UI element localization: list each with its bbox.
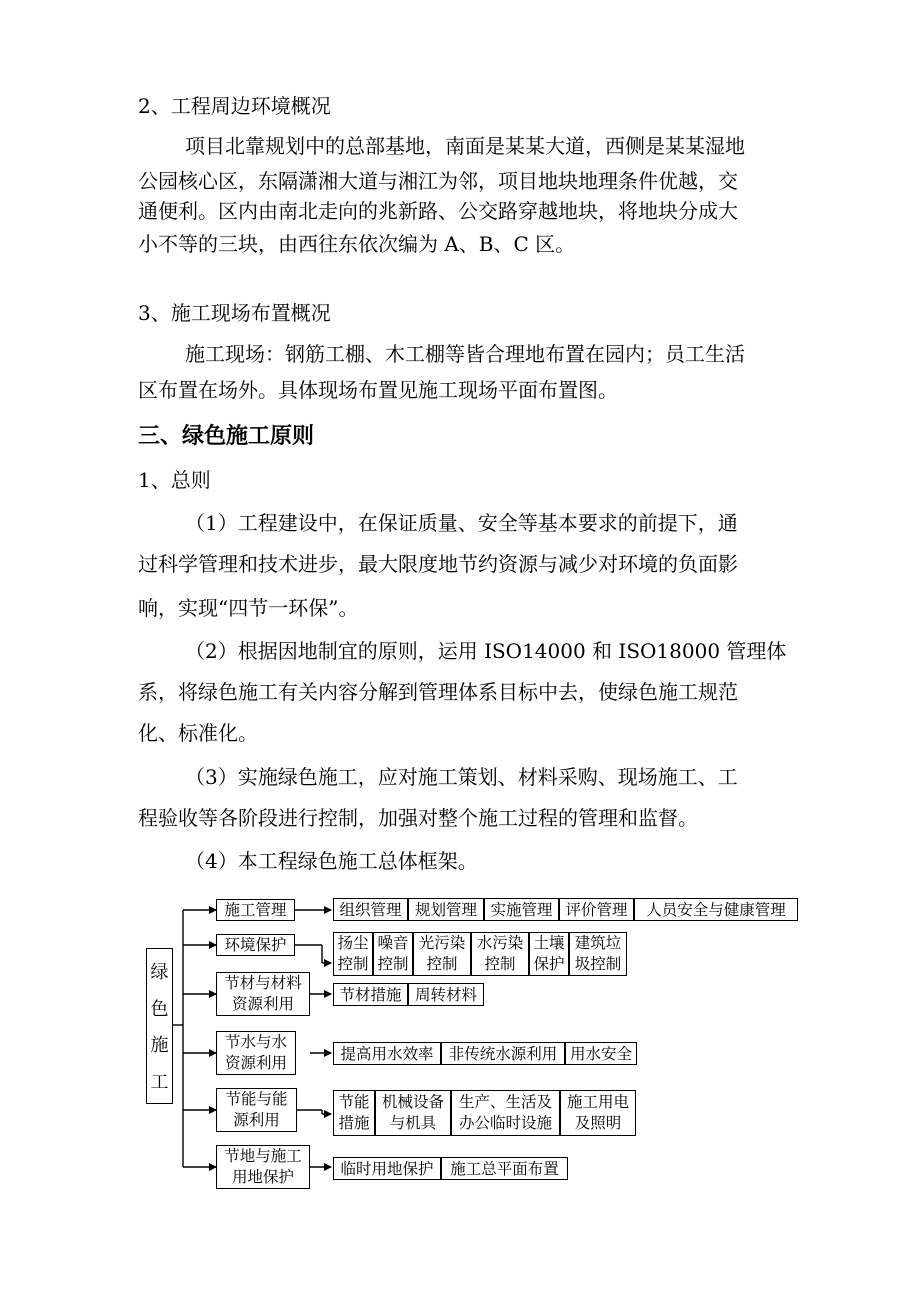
- root-green-construction-box: [146, 948, 173, 1104]
- site-line-1: 施工现场：钢筋工棚、木工棚等皆合理地布置在园内；员工生活: [185, 342, 745, 366]
- item-water-safety: 用水安全: [565, 1042, 637, 1065]
- p1-line-1: （1）工程建设中，在保证质量、安全等基本要求的前提下，通: [185, 511, 738, 535]
- item-temporary-facilities: 生产、生活及办公临时设施: [451, 1090, 560, 1136]
- root-char: 工: [150, 1071, 169, 1093]
- item-dust-control: 扬尘控制: [333, 932, 373, 976]
- category-environmental-protection: 环境保护: [216, 934, 295, 956]
- category-construction-management: 施工管理: [216, 899, 295, 921]
- category-material-saving: 节材与材料资源利用: [216, 972, 310, 1016]
- p4-line: （4）本工程绿色施工总体框架。: [185, 849, 478, 873]
- env-line-1: 项目北靠规划中的总部基地，南面是某某大道，西侧是某某湿地: [185, 134, 745, 158]
- item-material-saving-measures: 节材措施: [333, 983, 408, 1006]
- p2-line-3: 化、标准化。: [138, 721, 258, 745]
- general-heading: 1、总则: [138, 468, 211, 492]
- env-line-4: 小不等的三块，由西往东依次编为 A、B、C 区。: [138, 232, 576, 256]
- p3-line-2: 程验收等各阶段进行控制，加强对整个施工过程的管理和监督。: [138, 806, 698, 830]
- item-evaluation-management: 评价管理: [559, 898, 634, 921]
- category-land-saving: 节地与施工用地保护: [216, 1145, 310, 1189]
- item-water-pollution-control: 水污染控制: [471, 932, 529, 976]
- item-general-site-plan: 施工总平面布置: [441, 1157, 568, 1180]
- item-machinery-equipment: 机械设备与机具: [375, 1090, 451, 1136]
- item-implementation-management: 实施管理: [484, 898, 559, 921]
- env-line-3: 通便利。区内由南北走向的兆新路、公交路穿越地块，将地块分成大: [138, 199, 738, 223]
- item-soil-protection: 土壤保护: [529, 932, 569, 976]
- item-organization-management: 组织管理: [333, 898, 408, 921]
- item-noise-control: 噪音控制: [373, 932, 413, 976]
- p1-line-2: 过科学管理和技术进步，最大限度地节约资源与减少对环境的负面影: [138, 552, 738, 576]
- item-turnover-materials: 周转材料: [408, 983, 484, 1006]
- env-line-2: 公园核心区，东隔潇湘大道与湘江为邻，项目地块地理条件优越，交: [138, 169, 738, 193]
- item-personnel-safety-health: 人员安全与健康管理: [634, 898, 798, 921]
- item-light-pollution-control: 光污染控制: [413, 932, 471, 976]
- site-line-2: 区布置在场外。具体现场布置见施工现场平面布置图。: [138, 378, 618, 402]
- item-energy-saving-measures: 节能措施: [333, 1090, 375, 1136]
- section-env-heading: 2、工程周边环境概况: [138, 94, 331, 118]
- item-non-traditional-water: 非传统水源利用: [441, 1042, 565, 1065]
- p2-line-2: 系，将绿色施工有关内容分解到管理体系目标中去，使绿色施工规范: [138, 680, 738, 704]
- item-construction-power-lighting: 施工用电及照明: [560, 1090, 636, 1136]
- item-planning-management: 规划管理: [408, 898, 484, 921]
- root-char: 施: [150, 1035, 169, 1057]
- p3-line-1: （3）实施绿色施工，应对施工策划、材料采购、现场施工、工: [185, 765, 738, 789]
- principle-heading: 三、绿色施工原则: [138, 424, 315, 449]
- category-water-saving: 节水与水资源利用: [216, 1031, 296, 1075]
- item-improve-water-efficiency: 提高用水效率: [333, 1042, 441, 1065]
- root-char: 色: [150, 998, 169, 1020]
- p2-line-1: （2）根据因地制宜的原则，运用 ISO14000 和 ISO18000 管理体: [185, 639, 787, 663]
- category-energy-saving: 节能与能源利用: [216, 1088, 297, 1132]
- item-construction-waste-control: 建筑垃圾控制: [569, 932, 627, 976]
- section-site-heading: 3、施工现场布置概况: [138, 301, 331, 325]
- root-char: 绿: [150, 962, 169, 984]
- item-temporary-land-protection: 临时用地保护: [333, 1157, 441, 1180]
- p1-line-3: 响，实现“四节一环保”。: [138, 596, 359, 620]
